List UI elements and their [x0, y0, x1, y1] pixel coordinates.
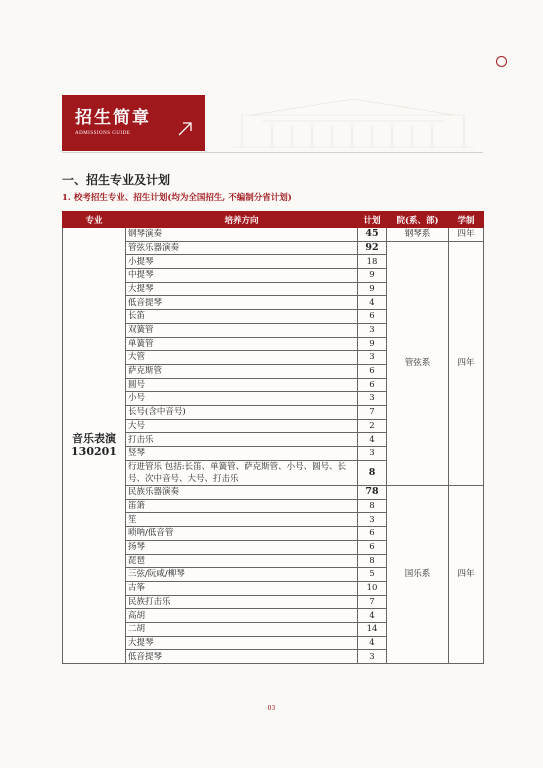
plan-cell: 5 [358, 568, 387, 582]
direction-cell: 大提琴 [126, 282, 358, 296]
direction-cell: 笛箫 [126, 499, 358, 513]
section-title: 一、招生专业及计划 [62, 173, 171, 187]
header-plan: 计划 [358, 212, 387, 228]
table-row [63, 228, 484, 242]
direction-cell: 大提琴 [126, 636, 358, 650]
major-name: 音乐表演 [72, 432, 116, 446]
direction-cell: 低音提琴 [126, 296, 358, 310]
direction-cell: 中提琴 [126, 269, 358, 283]
department-cell: 国乐系 [387, 486, 449, 664]
plan-cell: 9 [358, 282, 387, 296]
table-row [63, 486, 484, 500]
duration-cell: 四年 [449, 486, 484, 664]
direction-cell: 萨克斯管 [126, 364, 358, 378]
plan-cell: 2 [358, 419, 387, 433]
plan-cell: 6 [358, 527, 387, 541]
major-code: 130201 [71, 444, 117, 458]
direction-cell: 圆号 [126, 378, 358, 392]
plan-cell: 6 [358, 378, 387, 392]
plan-cell: 10 [358, 581, 387, 595]
direction-cell: 民族打击乐 [126, 595, 358, 609]
department-cell: 钢琴系 [387, 228, 449, 242]
direction-cell: 扬琴 [126, 540, 358, 554]
direction-cell: 低音提琴 [126, 650, 358, 664]
direction-cell: 长号(含中音号) [126, 405, 358, 419]
header-duration: 学制 [449, 212, 484, 228]
direction-cell: 长笛 [126, 310, 358, 324]
banner-title: 招生简章 [75, 108, 151, 128]
direction-cell: 钢琴演奏 [126, 228, 358, 242]
plan-cell: 78 [358, 486, 387, 500]
section-banner [62, 95, 205, 151]
university-seal-icon [496, 56, 507, 67]
duration-cell: 四年 [449, 228, 484, 242]
direction-cell: 唢呐/低音管 [126, 527, 358, 541]
banner-subtitle: ADMISSIONS GUIDE [75, 131, 131, 136]
plan-cell: 8 [358, 499, 387, 513]
plan-cell: 3 [358, 513, 387, 527]
header-logo [496, 56, 513, 67]
duration-cell: 四年 [449, 241, 484, 485]
direction-cell: 行进管乐 包括:长笛、单簧管、萨克斯管、小号、圆号、长号、次中音号、大号、打击乐 [126, 460, 358, 485]
direction-cell: 单簧管 [126, 337, 358, 351]
plan-cell: 3 [358, 392, 387, 406]
direction-cell: 琵琶 [126, 554, 358, 568]
header-department: 院(系、部) [387, 212, 449, 228]
plan-cell: 9 [358, 269, 387, 283]
plan-cell: 3 [358, 650, 387, 664]
direction-cell: 大管 [126, 351, 358, 365]
table-row [63, 241, 484, 255]
direction-cell: 民族乐器演奏 [126, 486, 358, 500]
plan-cell: 6 [358, 540, 387, 554]
plan-cell: 3 [358, 323, 387, 337]
direction-cell: 大号 [126, 419, 358, 433]
sub-title: 1. 校考招生专业、招生计划(均为全国招生, 不编制分省计划) [62, 193, 292, 203]
building-decoration [222, 95, 484, 151]
plan-cell: 6 [358, 310, 387, 324]
direction-cell: 古筝 [126, 581, 358, 595]
plan-cell: 4 [358, 609, 387, 623]
banner-divider [62, 152, 483, 153]
plan-cell: 14 [358, 622, 387, 636]
plan-cell: 7 [358, 595, 387, 609]
plan-cell: 92 [358, 241, 387, 255]
plan-cell: 9 [358, 337, 387, 351]
plan-cell: 45 [358, 228, 387, 242]
plan-cell: 3 [358, 447, 387, 461]
plan-cell: 7 [358, 405, 387, 419]
plan-cell: 8 [358, 554, 387, 568]
header-direction: 培养方向 [126, 212, 358, 228]
direction-cell: 小提琴 [126, 255, 358, 269]
university-logo-text [511, 58, 513, 65]
direction-cell: 小号 [126, 392, 358, 406]
department-cell: 管弦系 [387, 241, 449, 485]
plan-cell: 3 [358, 351, 387, 365]
direction-cell: 管弦乐器演奏 [126, 241, 358, 255]
plan-cell: 4 [358, 636, 387, 650]
table-header-row [63, 212, 484, 228]
enrollment-table [62, 211, 484, 664]
plan-cell: 6 [358, 364, 387, 378]
plan-cell: 8 [358, 460, 387, 485]
arrow-up-right-icon [177, 121, 193, 137]
direction-cell: 竖琴 [126, 447, 358, 461]
page-number: 03 [267, 705, 276, 712]
direction-cell: 高胡 [126, 609, 358, 623]
direction-cell: 打击乐 [126, 433, 358, 447]
plan-cell: 18 [358, 255, 387, 269]
direction-cell: 笙 [126, 513, 358, 527]
direction-cell: 三弦/阮咸/柳琴 [126, 568, 358, 582]
header-major: 专业 [63, 212, 126, 228]
plan-cell: 4 [358, 296, 387, 310]
major-cell [63, 228, 126, 664]
plan-cell: 4 [358, 433, 387, 447]
direction-cell: 二胡 [126, 622, 358, 636]
direction-cell: 双簧管 [126, 323, 358, 337]
